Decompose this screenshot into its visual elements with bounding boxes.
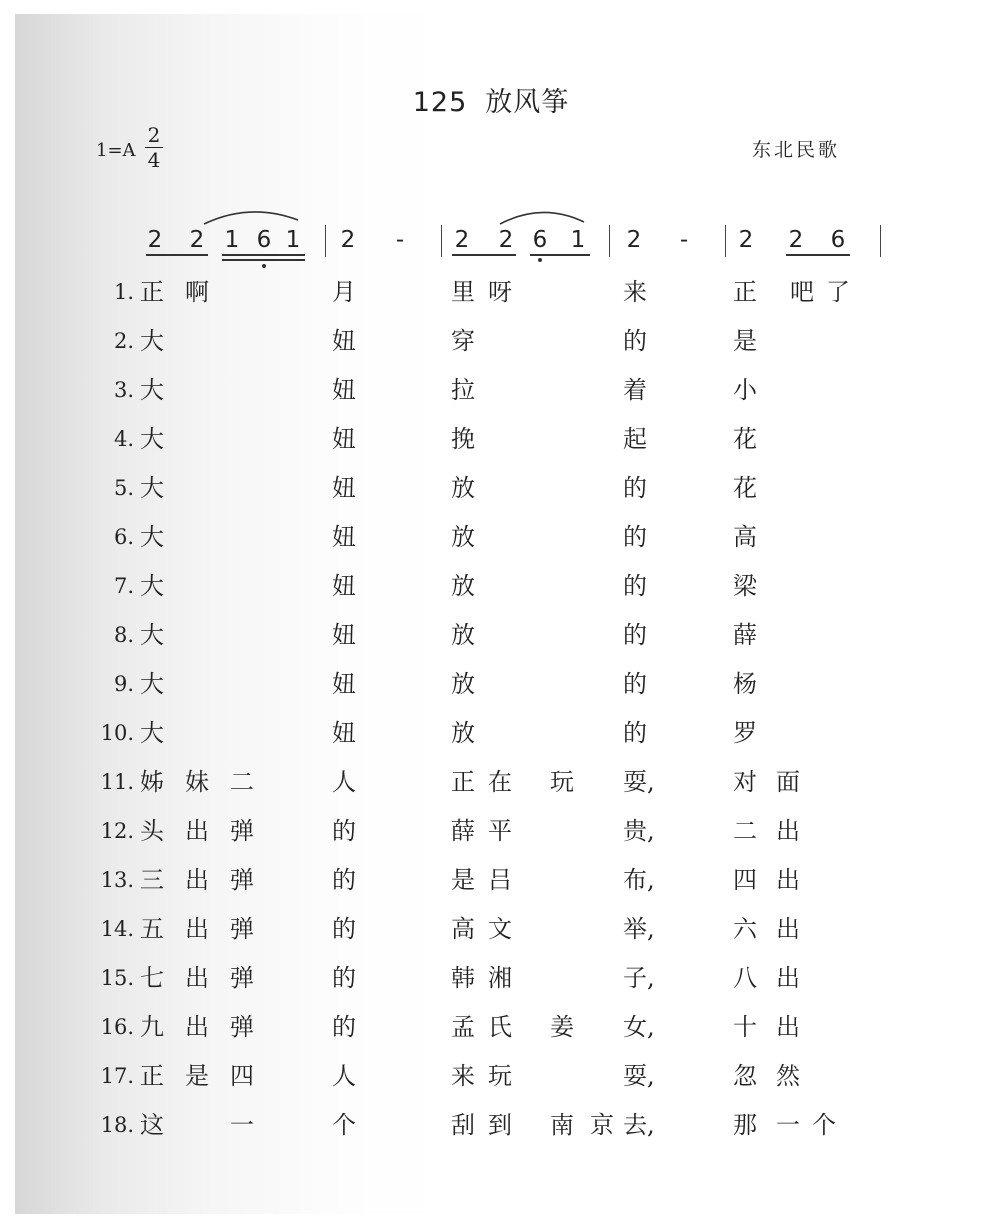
lyric-cell: 一 <box>776 1111 800 1139</box>
lyric-cell: 大 <box>140 621 164 649</box>
lyric-cell: 六 <box>733 915 757 943</box>
lyric-cell: 大 <box>140 425 164 453</box>
lyric-cell: 姜 <box>550 1013 574 1041</box>
lyric-cell: 高 <box>451 915 475 943</box>
lyric-cell: 啊 <box>185 278 209 306</box>
verse-number: 17. <box>100 1064 134 1088</box>
lyric-cell: 五 <box>140 915 164 943</box>
lyric-cell: 杨 <box>733 670 757 698</box>
lyric-cell: 弹 <box>230 817 254 845</box>
verse-number: 4. <box>113 427 134 451</box>
lyric-cell: 月 <box>332 278 356 306</box>
lyric-cell: 的 <box>332 964 356 992</box>
verse-number: 14. <box>100 917 134 941</box>
lyric-cell: 对 <box>733 768 757 796</box>
verse-number: 18. <box>100 1113 134 1137</box>
barline-5 <box>880 225 881 257</box>
verse-number: 3. <box>113 378 134 402</box>
lyric-cell: 个 <box>812 1111 836 1139</box>
lyric-cell: 起 <box>623 425 647 453</box>
lyric-cell: 大 <box>140 474 164 502</box>
lyric-cell: 出 <box>776 964 800 992</box>
lyric-cell: 举, <box>623 915 655 943</box>
lyric-cell: 妹 <box>185 768 209 796</box>
note-14: 2 <box>738 227 754 253</box>
lyric-cell: 布, <box>623 866 655 894</box>
lyric-cell: 大 <box>140 572 164 600</box>
slur-2 <box>498 206 588 226</box>
lyric-cell: 的 <box>332 866 356 894</box>
time-signature <box>145 124 163 171</box>
lyric-cell: 弹 <box>230 866 254 894</box>
lyric-cell: 平 <box>488 817 512 845</box>
lyric-cell: 去, <box>623 1111 655 1139</box>
lyric-cell: 吕 <box>488 866 512 894</box>
lyric-cell: 妞 <box>332 523 356 551</box>
verse-number: 7. <box>113 574 134 598</box>
lyric-cell: 妞 <box>332 376 356 404</box>
lyric-cell: 妞 <box>332 621 356 649</box>
underline-beam-3 <box>222 259 305 261</box>
lyric-cell: 然 <box>776 1062 800 1090</box>
verse-number: 16. <box>100 1015 134 1039</box>
lyric-cell: 忽 <box>733 1062 757 1090</box>
lyric-cell: 个 <box>332 1111 356 1139</box>
lyric-cell: 的 <box>623 670 647 698</box>
key-signature: 1=A <box>96 140 136 161</box>
verse-number: 13. <box>100 868 134 892</box>
note-7: - <box>395 227 405 253</box>
lyric-cell: 文 <box>488 915 512 943</box>
lyric-cell: 大 <box>140 376 164 404</box>
lyric-cell: 吧 <box>790 278 814 306</box>
lyric-cell: 放 <box>451 621 475 649</box>
lyric-cell: 九 <box>140 1013 164 1041</box>
lyric-cell: 大 <box>140 523 164 551</box>
lyric-cell: 正 <box>733 278 757 306</box>
lyric-cell: 大 <box>140 327 164 355</box>
song-title: 放风筝 <box>485 87 570 118</box>
lyric-cell: 人 <box>332 768 356 796</box>
lyric-cell: 妞 <box>332 670 356 698</box>
lyric-cell: 的 <box>623 523 647 551</box>
verse-number: 11. <box>100 770 134 794</box>
barline-1 <box>325 225 326 257</box>
song-origin: 东北民歌 <box>752 139 841 161</box>
lyric-cell: 正 <box>451 768 475 796</box>
lyric-cell: 妞 <box>332 425 356 453</box>
time-signature-bottom: 4 <box>147 148 161 172</box>
time-signature-top: 2 <box>147 123 161 147</box>
lyric-cell: 拉 <box>451 376 475 404</box>
lyric-cell: 弹 <box>230 1013 254 1041</box>
note-2: 2 <box>189 227 205 253</box>
lyric-cell: 人 <box>332 1062 356 1090</box>
lyric-cell: 小 <box>733 376 757 404</box>
lyric-cell: 出 <box>185 817 209 845</box>
lyric-cell: 出 <box>776 1013 800 1041</box>
lyric-cell: 大 <box>140 670 164 698</box>
lyric-cell: 四 <box>733 866 757 894</box>
note-12: 2 <box>626 227 642 253</box>
lyric-cell: 放 <box>451 719 475 747</box>
lyric-cell: 穿 <box>451 327 475 355</box>
verse-number: 9. <box>113 672 134 696</box>
lyric-cell: 的 <box>623 621 647 649</box>
page-title <box>0 80 982 119</box>
lyric-cell: 是 <box>733 327 757 355</box>
lyric-cell: 罗 <box>733 719 757 747</box>
lyric-cell: 姊 <box>140 768 164 796</box>
lyric-cell: 挽 <box>451 425 475 453</box>
lyric-cell: 四 <box>230 1062 254 1090</box>
verse-number: 10. <box>100 721 134 745</box>
lyric-cell: 在 <box>488 768 512 796</box>
lyric-cell: 八 <box>733 964 757 992</box>
lyric-cell: 放 <box>451 670 475 698</box>
lyric-cell: 薛 <box>733 621 757 649</box>
lyric-cell: 的 <box>623 327 647 355</box>
lyric-cell: 正 <box>140 278 164 306</box>
lyric-cell: 梁 <box>733 572 757 600</box>
lyric-cell: 耍, <box>623 1062 655 1090</box>
lyric-cell: 出 <box>776 915 800 943</box>
lyric-cell: 到 <box>488 1111 512 1139</box>
lyric-cell: 氏 <box>488 1013 512 1041</box>
verse-number: 8. <box>113 623 134 647</box>
lyric-cell: 着 <box>623 376 647 404</box>
lyric-cell: 弹 <box>230 964 254 992</box>
barline-3 <box>609 225 610 257</box>
lyric-cell: 来 <box>451 1062 475 1090</box>
lyric-cell: 出 <box>776 817 800 845</box>
lyric-cell: 韩 <box>451 964 475 992</box>
lyric-cell: 的 <box>332 1013 356 1041</box>
lyric-cell: 妞 <box>332 572 356 600</box>
note-4: 6 <box>256 227 272 253</box>
lyric-cell: 妞 <box>332 327 356 355</box>
underline-beam-2 <box>222 254 305 256</box>
lyric-cell: 放 <box>451 474 475 502</box>
lyric-cell: 女, <box>623 1013 655 1041</box>
lyric-cell: 十 <box>733 1013 757 1041</box>
lyric-cell: 薛 <box>451 817 475 845</box>
lyric-cell: 呀 <box>488 278 512 306</box>
lyric-cell: 了 <box>826 278 850 306</box>
lyric-cell: 湘 <box>488 964 512 992</box>
lyric-cell: 玩 <box>488 1062 512 1090</box>
lyric-cell: 二 <box>230 768 254 796</box>
lyric-cell: 的 <box>332 817 356 845</box>
lyric-cell: 放 <box>451 523 475 551</box>
lyric-cell: 刮 <box>451 1111 475 1139</box>
lyric-cell: 面 <box>776 768 800 796</box>
lyric-cell: 的 <box>332 915 356 943</box>
lyric-cell: 出 <box>776 866 800 894</box>
lyric-cell: 京 <box>590 1111 614 1139</box>
lyric-cell: 三 <box>140 866 164 894</box>
note-10: 6 <box>532 227 548 253</box>
lyric-cell: 那 <box>733 1111 757 1139</box>
song-number: 125 <box>412 87 468 118</box>
verse-number: 5. <box>113 476 134 500</box>
underline-beam-6 <box>786 254 850 256</box>
barline-2 <box>441 225 442 257</box>
lyric-cell: 妞 <box>332 474 356 502</box>
lyric-cell: 耍, <box>623 768 655 796</box>
lyric-cell: 里 <box>451 278 475 306</box>
lyric-cell: 是 <box>185 1062 209 1090</box>
lyric-cell: 弹 <box>230 915 254 943</box>
lyric-cell: 这 <box>140 1111 164 1139</box>
lyric-cell: 高 <box>733 523 757 551</box>
note-1: 2 <box>147 227 163 253</box>
octave-dot-1 <box>262 264 266 268</box>
lyric-cell: 放 <box>451 572 475 600</box>
lyric-cell: 大 <box>140 719 164 747</box>
underline-beam-5 <box>530 254 590 256</box>
lyric-cell: 的 <box>623 474 647 502</box>
lyric-cell: 花 <box>733 425 757 453</box>
note-3: 1 <box>224 227 240 253</box>
lyric-cell: 子, <box>623 964 655 992</box>
lyric-cell: 出 <box>185 915 209 943</box>
slur-1 <box>202 206 302 226</box>
note-8: 2 <box>454 227 470 253</box>
lyric-cell: 出 <box>185 866 209 894</box>
lyric-cell: 二 <box>733 817 757 845</box>
verse-number: 15. <box>100 966 134 990</box>
lyric-cell: 正 <box>140 1062 164 1090</box>
lyric-cell: 头 <box>140 817 164 845</box>
underline-beam-4 <box>452 254 516 256</box>
note-13: - <box>679 227 689 253</box>
barline-4 <box>725 225 726 257</box>
verse-number: 2. <box>113 329 134 353</box>
lyric-cell: 玩 <box>550 768 574 796</box>
lyric-cell: 南 <box>550 1111 574 1139</box>
verse-number: 12. <box>100 819 134 843</box>
verse-number: 6. <box>113 525 134 549</box>
lyric-cell: 花 <box>733 474 757 502</box>
lyric-cell: 一 <box>230 1111 254 1139</box>
note-11: 1 <box>570 227 586 253</box>
lyric-cell: 七 <box>140 964 164 992</box>
lyric-cell: 的 <box>623 572 647 600</box>
lyric-cell: 妞 <box>332 719 356 747</box>
underline-beam-1 <box>146 254 208 256</box>
lyric-cell: 来 <box>623 278 647 306</box>
lyric-cell: 贵, <box>623 817 655 845</box>
octave-dot-2 <box>538 258 542 262</box>
note-5: 1 <box>285 227 301 253</box>
lyric-cell: 出 <box>185 1013 209 1041</box>
verse-number: 1. <box>113 280 134 304</box>
note-9: 2 <box>498 227 514 253</box>
note-15: 2 <box>788 227 804 253</box>
lyric-cell: 的 <box>623 719 647 747</box>
lyric-cell: 是 <box>451 866 475 894</box>
lyric-cell: 出 <box>185 964 209 992</box>
lyric-cell: 孟 <box>451 1013 475 1041</box>
note-6: 2 <box>340 227 356 253</box>
note-16: 6 <box>830 227 846 253</box>
